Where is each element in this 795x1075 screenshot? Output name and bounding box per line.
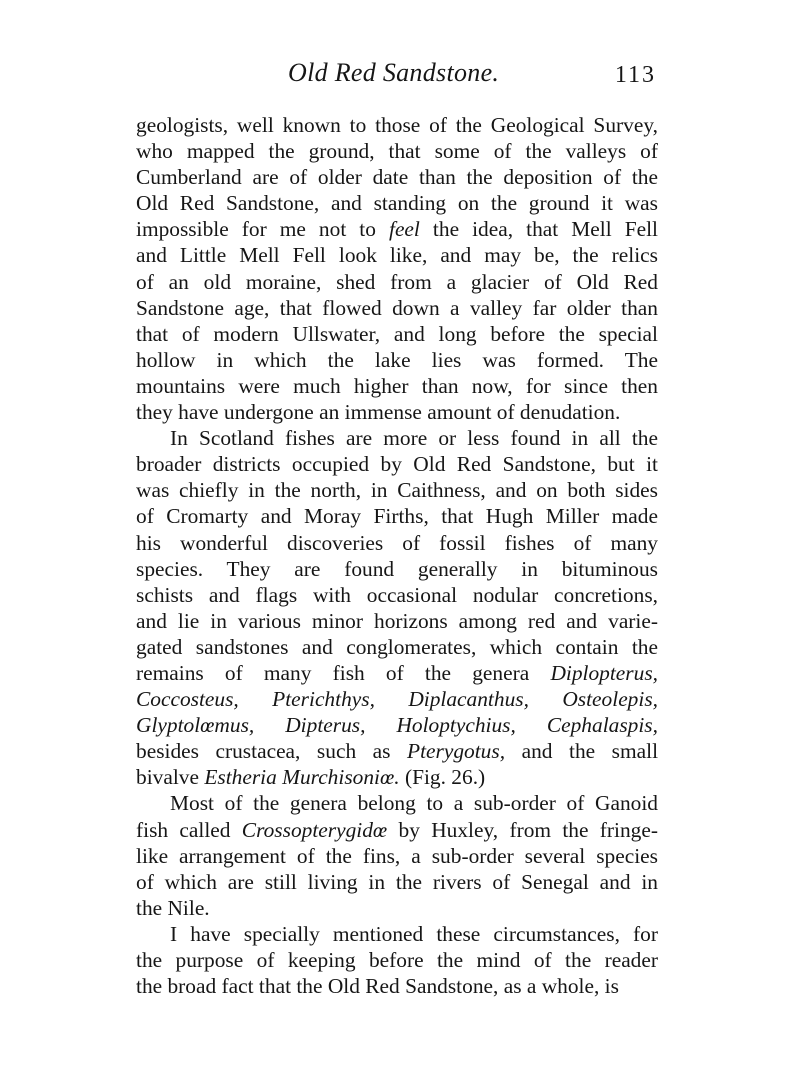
text-line — [136, 660, 658, 686]
text-run: hollow in which the lake lies was formed. The — [136, 347, 658, 372]
text-line — [136, 790, 658, 816]
text-line — [136, 921, 658, 947]
text-line — [136, 843, 658, 869]
italic-term: Coccosteus, — [136, 687, 239, 712]
text-line — [136, 190, 658, 216]
italic-term: Holoptychius, — [396, 713, 516, 738]
italic-term: Cephalaspis, — [546, 713, 658, 738]
italic-term: Diplopterus, — [550, 660, 658, 685]
text-line — [136, 582, 658, 608]
text-line — [136, 216, 658, 242]
text-line — [136, 503, 658, 529]
text-run: geologists, well known to those of the Geological Survey, — [136, 113, 658, 137]
text-run: by Huxley, from the fringe- — [387, 817, 658, 842]
text-line — [136, 347, 658, 373]
text-run: Most of the genera belong to a sub-order of Ganoid — [170, 791, 658, 816]
text-run: they have undergone an immense amount of denudation. — [136, 400, 621, 425]
text-line — [136, 530, 658, 556]
text-run: that of modern Ullswater, and long before the special — [136, 321, 658, 346]
text-run: the idea, that Mell Fell — [419, 217, 658, 242]
text-run: of Cromarty and Moray Firths, that Hugh Miller made — [136, 504, 658, 529]
text-run: who mapped the ground, that some of the valleys of — [136, 139, 658, 164]
italic-term: Dipterus, — [285, 713, 366, 738]
text-line — [136, 164, 658, 190]
page-number: 113 — [614, 62, 656, 88]
italic-term: Pterygotus, — [407, 739, 506, 764]
text-run — [516, 713, 547, 737]
text-run: bivalve — [136, 765, 205, 790]
text-run: of which are still living in the rivers of Senegal and in — [136, 869, 658, 894]
italic-term: Osteolepis, — [562, 687, 658, 712]
italic-term: feel — [389, 217, 420, 242]
text-run — [254, 713, 285, 737]
text-line — [136, 477, 658, 503]
text-line — [136, 634, 658, 660]
text-run — [529, 687, 562, 711]
text-run: fish called — [136, 817, 242, 842]
text-line — [136, 269, 658, 295]
body-text — [136, 112, 658, 999]
italic-term: Estheria Murchisoniœ. — [204, 765, 400, 790]
text-run: the broad fact that the Old Red Sandstone, as a whole, is — [136, 974, 619, 999]
text-line — [136, 556, 658, 582]
italic-term: Glyptolœmus, — [136, 713, 255, 738]
text-line — [136, 373, 658, 399]
text-line — [136, 947, 658, 973]
text-run: mountains were much higher than now, for since then — [136, 373, 658, 398]
text-run: impossible for me not to — [136, 217, 389, 242]
text-line — [136, 451, 658, 477]
running-title: Old Red Sandstone. — [288, 58, 500, 87]
text-run: the purpose of keeping before the mind of the reader — [136, 948, 658, 972]
text-line — [136, 817, 658, 843]
text-run: his wonderful discoveries of fossil fishes of many — [136, 530, 658, 555]
text-line — [136, 608, 658, 634]
text-run: (Fig. 26.) — [399, 765, 486, 790]
text-line — [136, 764, 658, 790]
text-run: of an old moraine, shed from a glacier of Old Red — [136, 269, 658, 294]
text-line — [136, 295, 658, 321]
text-line — [136, 138, 658, 164]
text-run: like arrangement of the fins, a sub-order several species — [136, 843, 658, 868]
italic-term: Pterichthys, — [272, 687, 375, 712]
text-run — [239, 687, 272, 711]
text-run: In Scotland fishes are more or less found in all the — [170, 426, 658, 451]
text-run: was chiefly in the north, in Caithness, and on both sides — [136, 478, 658, 503]
paragraph — [136, 790, 658, 920]
text-line — [136, 112, 658, 138]
text-line — [136, 425, 658, 451]
text-line — [136, 242, 658, 268]
text-line — [136, 321, 658, 347]
text-run: schists and flags with occasional nodular concretions, — [136, 582, 658, 607]
text-run: besides crustacea, such as — [136, 739, 408, 764]
italic-term: Crossopterygidœ — [241, 817, 388, 842]
text-run: I have specially mentioned these circumstances, for — [170, 921, 658, 946]
text-run: broader districts occupied by Old Red Sandstone, but it — [136, 452, 658, 477]
paragraph — [136, 425, 658, 790]
text-run: Old Red Sandstone, and standing on the ground it was — [136, 191, 658, 216]
text-line — [136, 399, 658, 425]
text-run: remains of many fish of the genera — [136, 660, 551, 685]
text-line — [136, 869, 658, 895]
text-line — [136, 738, 658, 764]
text-run: Cumberland are of older date than the deposition of the — [136, 165, 658, 190]
page-header — [136, 58, 656, 98]
text-run: the Nile. — [136, 895, 210, 920]
text-line — [136, 973, 658, 999]
text-run: gated sandstones and conglomerates, which contain the — [136, 634, 658, 659]
text-line — [136, 686, 658, 712]
text-run: and lie in various minor horizons among red and varie- — [136, 608, 658, 633]
text-run — [365, 713, 396, 737]
paragraph — [136, 112, 658, 425]
text-run: and Little Mell Fell look like, and may be, the relics — [136, 243, 658, 268]
text-line — [136, 712, 658, 738]
paragraph — [136, 921, 658, 999]
italic-term: Diplacanthus, — [408, 687, 529, 712]
text-run — [375, 687, 408, 711]
text-line — [136, 895, 658, 921]
text-run: species. They are found generally in bituminous — [136, 556, 658, 581]
text-run: and the small — [505, 739, 659, 764]
text-run: Sandstone age, that flowed down a valley far older than — [136, 295, 658, 320]
